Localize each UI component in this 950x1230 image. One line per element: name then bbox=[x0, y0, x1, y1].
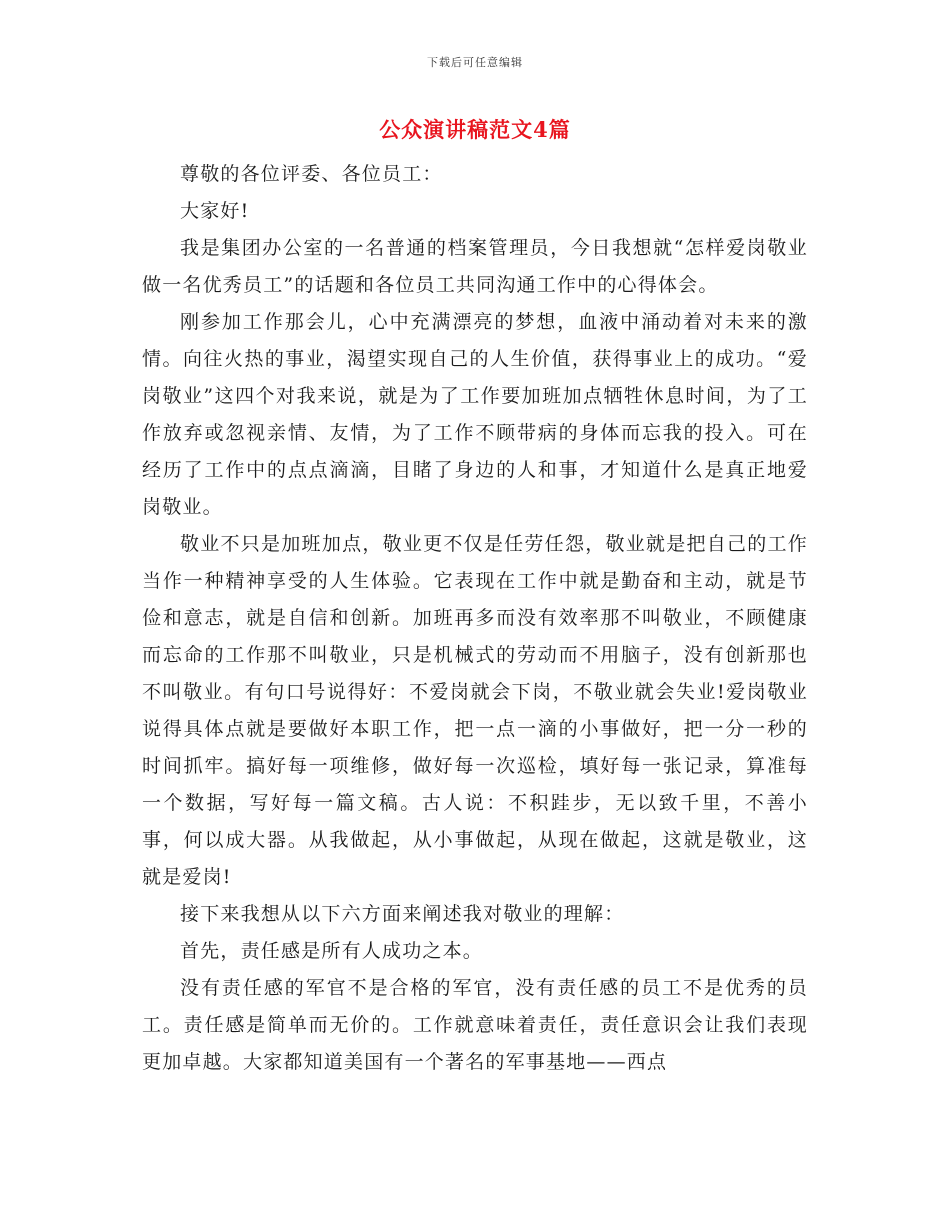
body-paragraph: 刚参加工作那会儿，心中充满漂亮的梦想，血液中涌动着对未来的激情。向往火热的事业，渴望实现自己的人生价值，获得事业上的成功。“爱岗敬业”这四个对我来说，就是为了工作要加班加点牺牲休息时间，为了工作放弃或忽视亲情、友情，为了工作不顾带病的身体而忘我的投入。可在经历了工作中的点点滴滴，目睹了身边的人和事，才知道什么是真正地爱岗敬业。 bbox=[142, 311, 808, 518]
intro-paragraph: 我是集团办公室的一名普通的档案管理员，今日我想就“怎样爱岗敬业做一名优秀员工”的话题和各位员工共同沟通工作中的心得体会。 bbox=[142, 237, 808, 296]
document-body bbox=[142, 156, 808, 1081]
body-paragraph: 接下来我想从以下六方面来阐述我对敬业的理解： bbox=[180, 903, 625, 925]
salutation-paragraph: 尊敬的各位评委、各位员工： bbox=[180, 163, 443, 185]
body-paragraph: 没有责任感的军官不是合格的军官，没有责任感的员工不是优秀的员工。责任感是简单而无价的。工作就意味着责任，责任意识会让我们表现更加卓越。大家都知道美国有一个著名的军事基地——西点 bbox=[142, 977, 808, 1073]
body-paragraph: 首先，责任感是所有人成功之本。 bbox=[180, 940, 484, 962]
greeting-paragraph: 大家好! bbox=[180, 200, 250, 222]
page-header-note: 下载后可任意编辑 bbox=[427, 56, 523, 69]
body-paragraph: 敬业不只是加班加点，敬业更不仅是任劳任怨，敬业就是把自己的工作当作一种精神享受的人生体验。它表现在工作中就是勤奋和主动，就是节俭和意志，就是自信和创新。加班再多而没有效率那不叫敬业，不顾健康而忘命的工作那不叫敬业，只是机械式的劳动而不用脑子，没有创新那也不叫敬业。有句口号说得好：不爱岗就会下岗，不敬业就会失业!爱岗敬业说得具体点就是要做好本职工作，把一点一滴的小事做好，把一分一秒的时间抓牢。搞好每一项维修，做好每一次巡检，填好每一张记录，算准每一个数据，写好每一篇文稿。古人说：不积跬步，无以致千里，不善小事，何以成大器。从我做起，从小事做起，从现在做起，这就是敬业，这就是爱岗! bbox=[142, 533, 808, 888]
document-title: 公众演讲稿范文4篇 bbox=[379, 117, 571, 142]
